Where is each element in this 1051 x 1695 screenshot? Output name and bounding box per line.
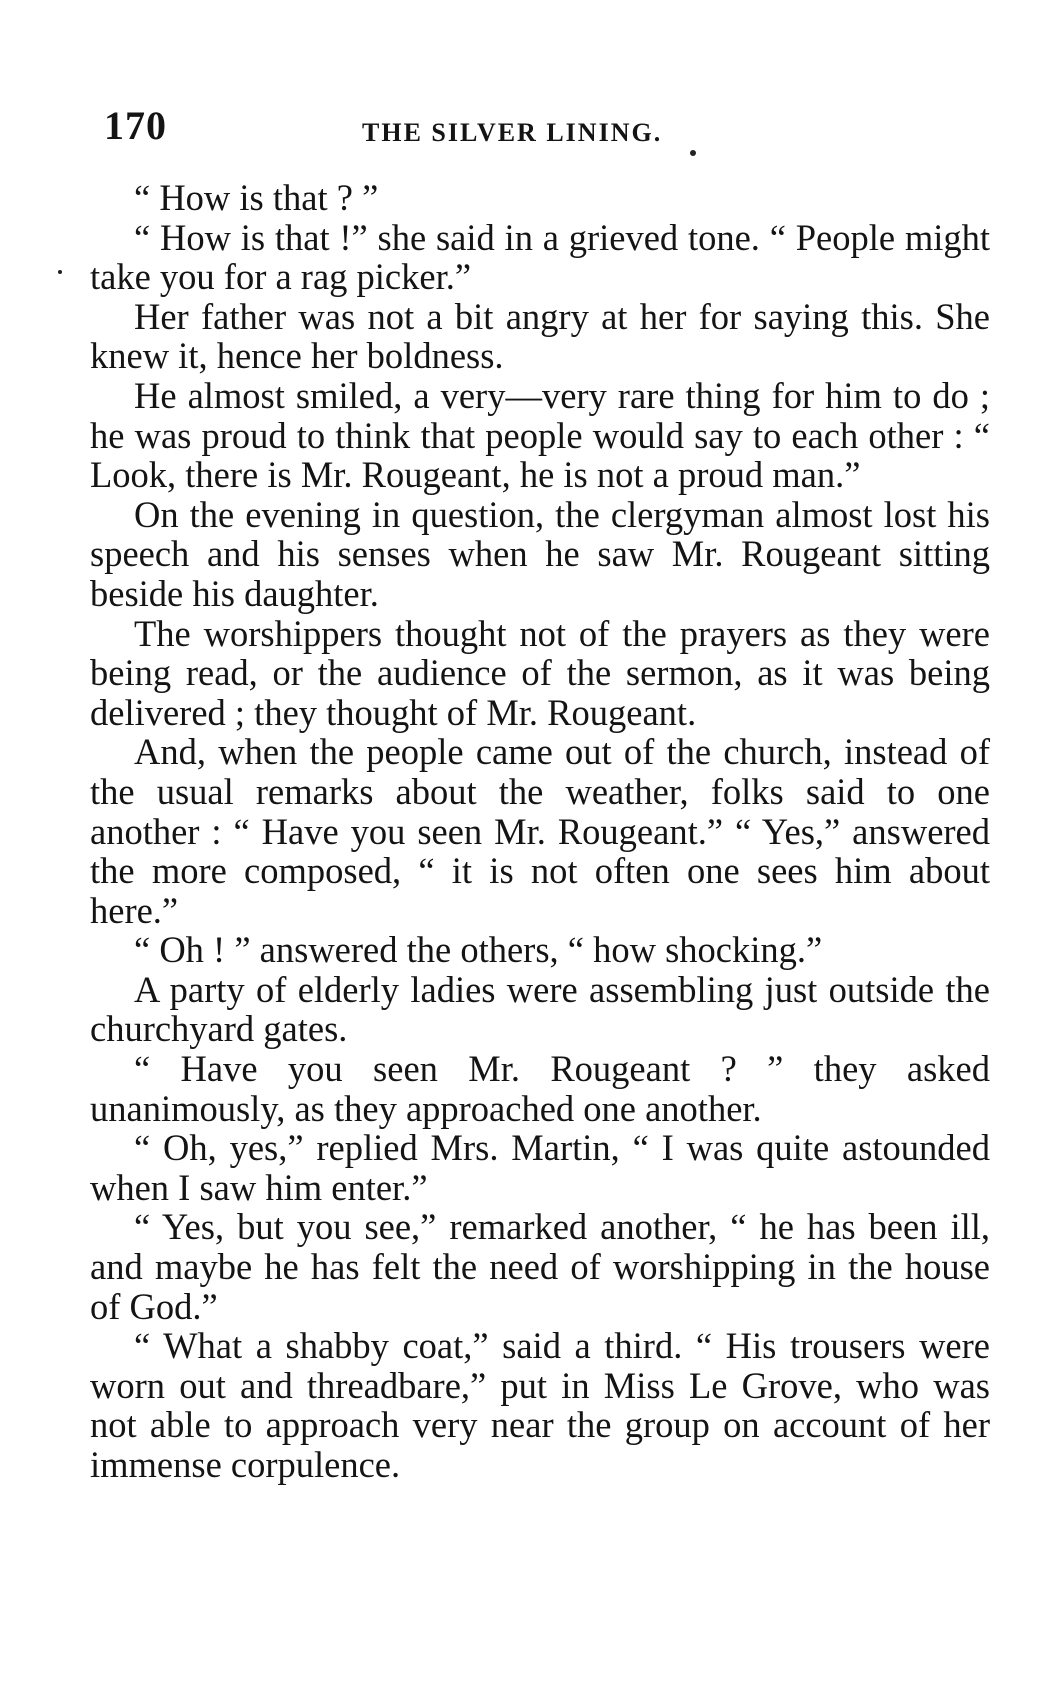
paragraph: On the evening in question, the clergyman almost lost his speech and his senses when he saw Mr. Rougeant sitting beside his daughter. [90, 493, 990, 614]
paragraph: “ What a shabby coat,” said a third. “ His trousers were worn out and threadbare,” put in Miss Le Grove, who was not able to approach very near the group on account of her immense corpulence. [90, 1325, 990, 1485]
paragraph: The worshippers thought not of the prayers as they were being read, or the audience of the sermon, as it was being delivered ; they thought of Mr. Rougeant. [90, 612, 990, 733]
paragraph: He almost smiled, a very—very rare thing for him to do ; he was proud to think that people would say to each other : “ Look, there is Mr. Rougeant, he is not a proud man.” [90, 374, 990, 496]
paragraph: Her father was not a bit angry at her for saying this. She knew it, hence her boldness. [90, 295, 990, 377]
paragraph: “ Oh ! ” answered the others, “ how shocking.” [134, 929, 823, 971]
print-speck [690, 150, 696, 156]
page-number: 170 [104, 103, 167, 148]
print-speck [58, 270, 62, 274]
paragraph: “ How is that ? ” [134, 177, 379, 218]
paragraph: “ How is that !” she said in a grieved tone. “ People might take you for a rag picker.” [90, 216, 990, 298]
body-text [90, 178, 990, 1485]
paragraph: “ Have you seen Mr. Rougeant ? ” they asked unanimously, as they approached one another. [90, 1048, 990, 1129]
paragraph: “ Oh, yes,” replied Mrs. Martin, “ I was quite astounded when I saw him enter.” [90, 1127, 990, 1208]
page-header [0, 98, 1051, 158]
paragraph: And, when the people came out of the church, instead of the usual remarks about the weather, folks said to one another : “ Have you seen Mr. Rougeant.” “ Yes,” answered the more composed, “ it is not often one sees him about here.” [90, 731, 990, 931]
paragraph: A party of elderly ladies were assembling just outside the churchyard gates. [90, 968, 990, 1050]
paragraph: “ Yes, but you see,” remarked another, “ he has been ill, and maybe he has felt the need of worshipping in the house of God.” [90, 1206, 990, 1327]
running-title: THE SILVER LINING. [362, 118, 663, 147]
